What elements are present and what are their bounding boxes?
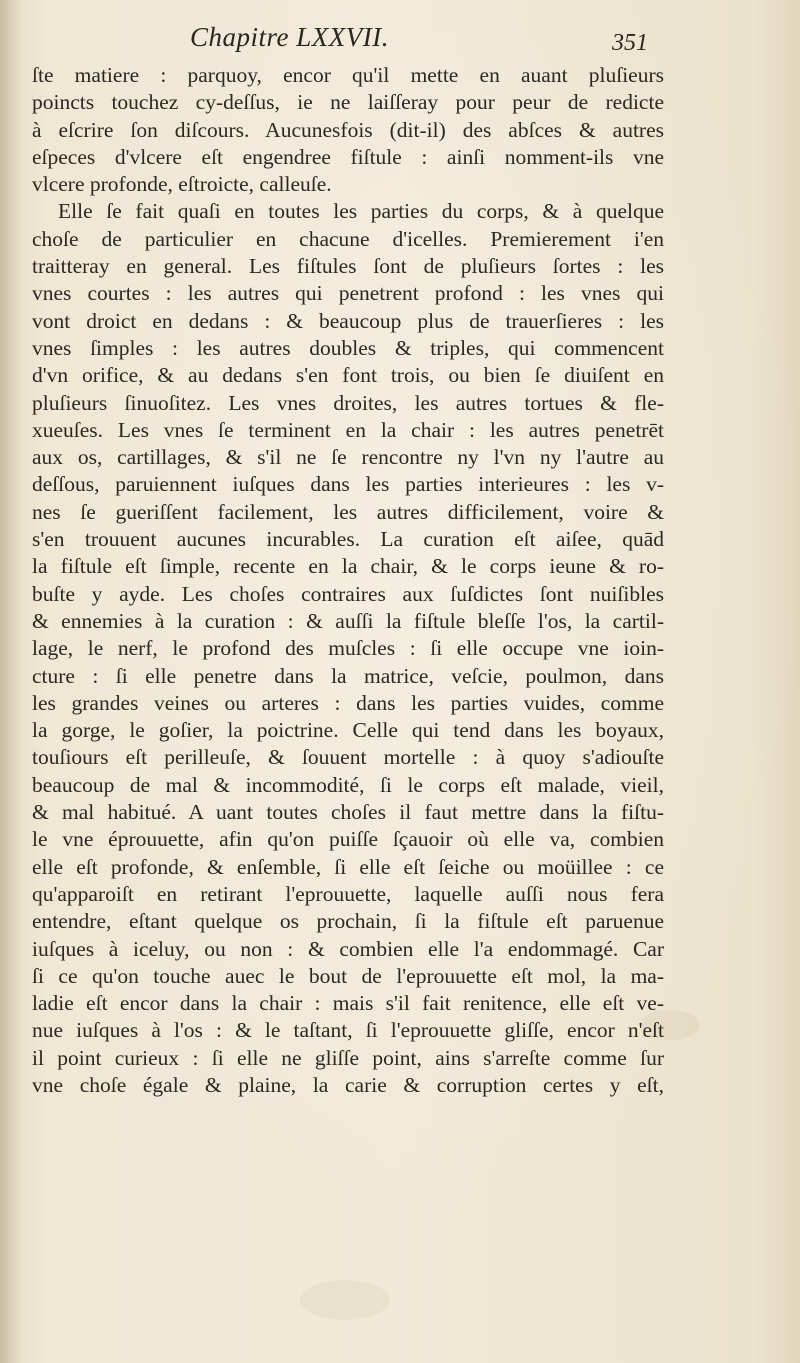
text-line: vnes ſimples : les autres doubles & triples, qui commencent: [32, 335, 664, 360]
text-line: beaucoup de mal & incommodité, ſi le corps eſt malade, vieil,: [32, 772, 664, 797]
text-line: vlcere profonde, eſtroicte, calleuſe.: [32, 172, 332, 197]
text-line: elle eſt profonde, & enſemble, ſi elle eſt ſeiche ou moüillee : ce: [32, 854, 664, 879]
text-line: vne choſe égale & plaine, la carie & corruption certes y eſt,: [32, 1072, 664, 1097]
text-line: les grandes veines ou arteres : dans les parties vuides, comme: [32, 690, 664, 715]
text-line: & ennemies à la curation : & auſſi la fiſtule bleſſe l'os, la cartil-: [32, 608, 664, 633]
text-line: deſſous, paruiennent iuſques dans les parties interieures : les v-: [32, 472, 664, 497]
text-line: buſte y ayde. Les choſes contraires aux ſuſdictes ſont nuiſibles: [32, 581, 664, 606]
body-text: [32, 62, 664, 1099]
text-line: poincts touchez cy-deſſus, ie ne laiſſeray pour peur de redicte: [32, 90, 664, 115]
text-line: à eſcrire ſon diſcours. Aucunesfois (dit-il) des abſces & autres: [32, 117, 664, 142]
text-line: traitteray en general. Les fiſtules ſont de pluſieurs ſortes : les: [32, 254, 664, 279]
text-line: vont droict en dedans : & beaucoup plus de trauerſieres : les: [32, 308, 664, 333]
text-line: eſpeces d'vlcere eſt engendree fiſtule : ainſi nomment-ils vne: [32, 144, 664, 169]
text-line: xueuſes. Les vnes ſe terminent en la chair : les autres penetrēt: [32, 417, 664, 442]
text-line: ladie eſt encor dans la chair : mais s'il fait renitence, elle eſt ve-: [32, 991, 664, 1016]
text-line: nes ſe gueriſſent facilement, les autres difficilement, voire &: [32, 499, 664, 524]
gutter-shadow: [0, 0, 22, 1363]
text-line: pluſieurs ſinuoſitez. Les vnes droites, les autres tortues & fle-: [32, 390, 664, 415]
text-line: cture : ſi elle penetre dans la matrice, veſcie, poulmon, dans: [32, 663, 664, 688]
page-number: 351: [612, 30, 648, 56]
text-line: lage, le nerf, le profond des muſcles : ſi elle occupe vne ioin-: [32, 636, 664, 661]
text-line: vnes courtes : les autres qui penetrent profond : les vnes qui: [32, 281, 664, 306]
text-line: & mal habitué. A uant toutes choſes il faut mettre dans la fiſtu-: [32, 800, 664, 825]
text-line: choſe de particulier en chacune d'icelles. Premierement i'en: [32, 226, 664, 251]
text-line: s'en trouuent aucunes incurables. La curation eſt aiſee, quād: [32, 527, 664, 552]
text-line: Elle ſe fait quaſi en toutes les parties du corps, & à quelque: [58, 199, 664, 224]
text-line: ſte matiere : parquoy, encor qu'il mette en auant pluſieurs: [32, 63, 664, 87]
text-line: le vne éprouuette, afin qu'on puiſſe ſçauoir où elle va, combien: [32, 827, 664, 852]
text-line: il point curieux : ſi elle ne gliſſe point, ains s'arreſte comme ſur: [32, 1045, 664, 1070]
text-line: qu'apparoiſt en retirant l'eprouuette, laquelle auſſi nous fera: [32, 881, 664, 906]
text-line: ſi ce qu'on touche auec le bout de l'eprouuette eſt mol, la ma-: [32, 963, 664, 988]
text-line: d'vn orifice, & au dedans s'en font trois, ou bien ſe diuiſent en: [32, 363, 664, 388]
text-line: iuſques à iceluy, ou non : & combien elle l'a endommagé. Car: [32, 936, 664, 961]
text-line: aux os, cartillages, & s'il ne ſe rencontre ny l'vn ny l'autre au: [32, 445, 664, 470]
paper-stain: [300, 1280, 390, 1320]
text-line: touſiours eſt perilleuſe, & ſouuent mortelle : à quoy s'adiouſte: [32, 745, 664, 770]
text-line: nue iuſques à l'os : & le taſtant, ſi l'eprouuette gliſſe, encor n'eſt: [32, 1018, 664, 1043]
page-header: [0, 20, 800, 64]
text-line: entendre, eſtant quelque os prochain, ſi la fiſtule eſt paruenue: [32, 909, 664, 934]
text-line: la gorge, le goſier, la poictrine. Celle qui tend dans les boyaux,: [32, 718, 664, 743]
running-title: Chapitre LXXVII.: [190, 22, 389, 52]
text-line: la fiſtule eſt ſimple, recente en la chair, & le corps ieune & ro-: [32, 554, 664, 579]
